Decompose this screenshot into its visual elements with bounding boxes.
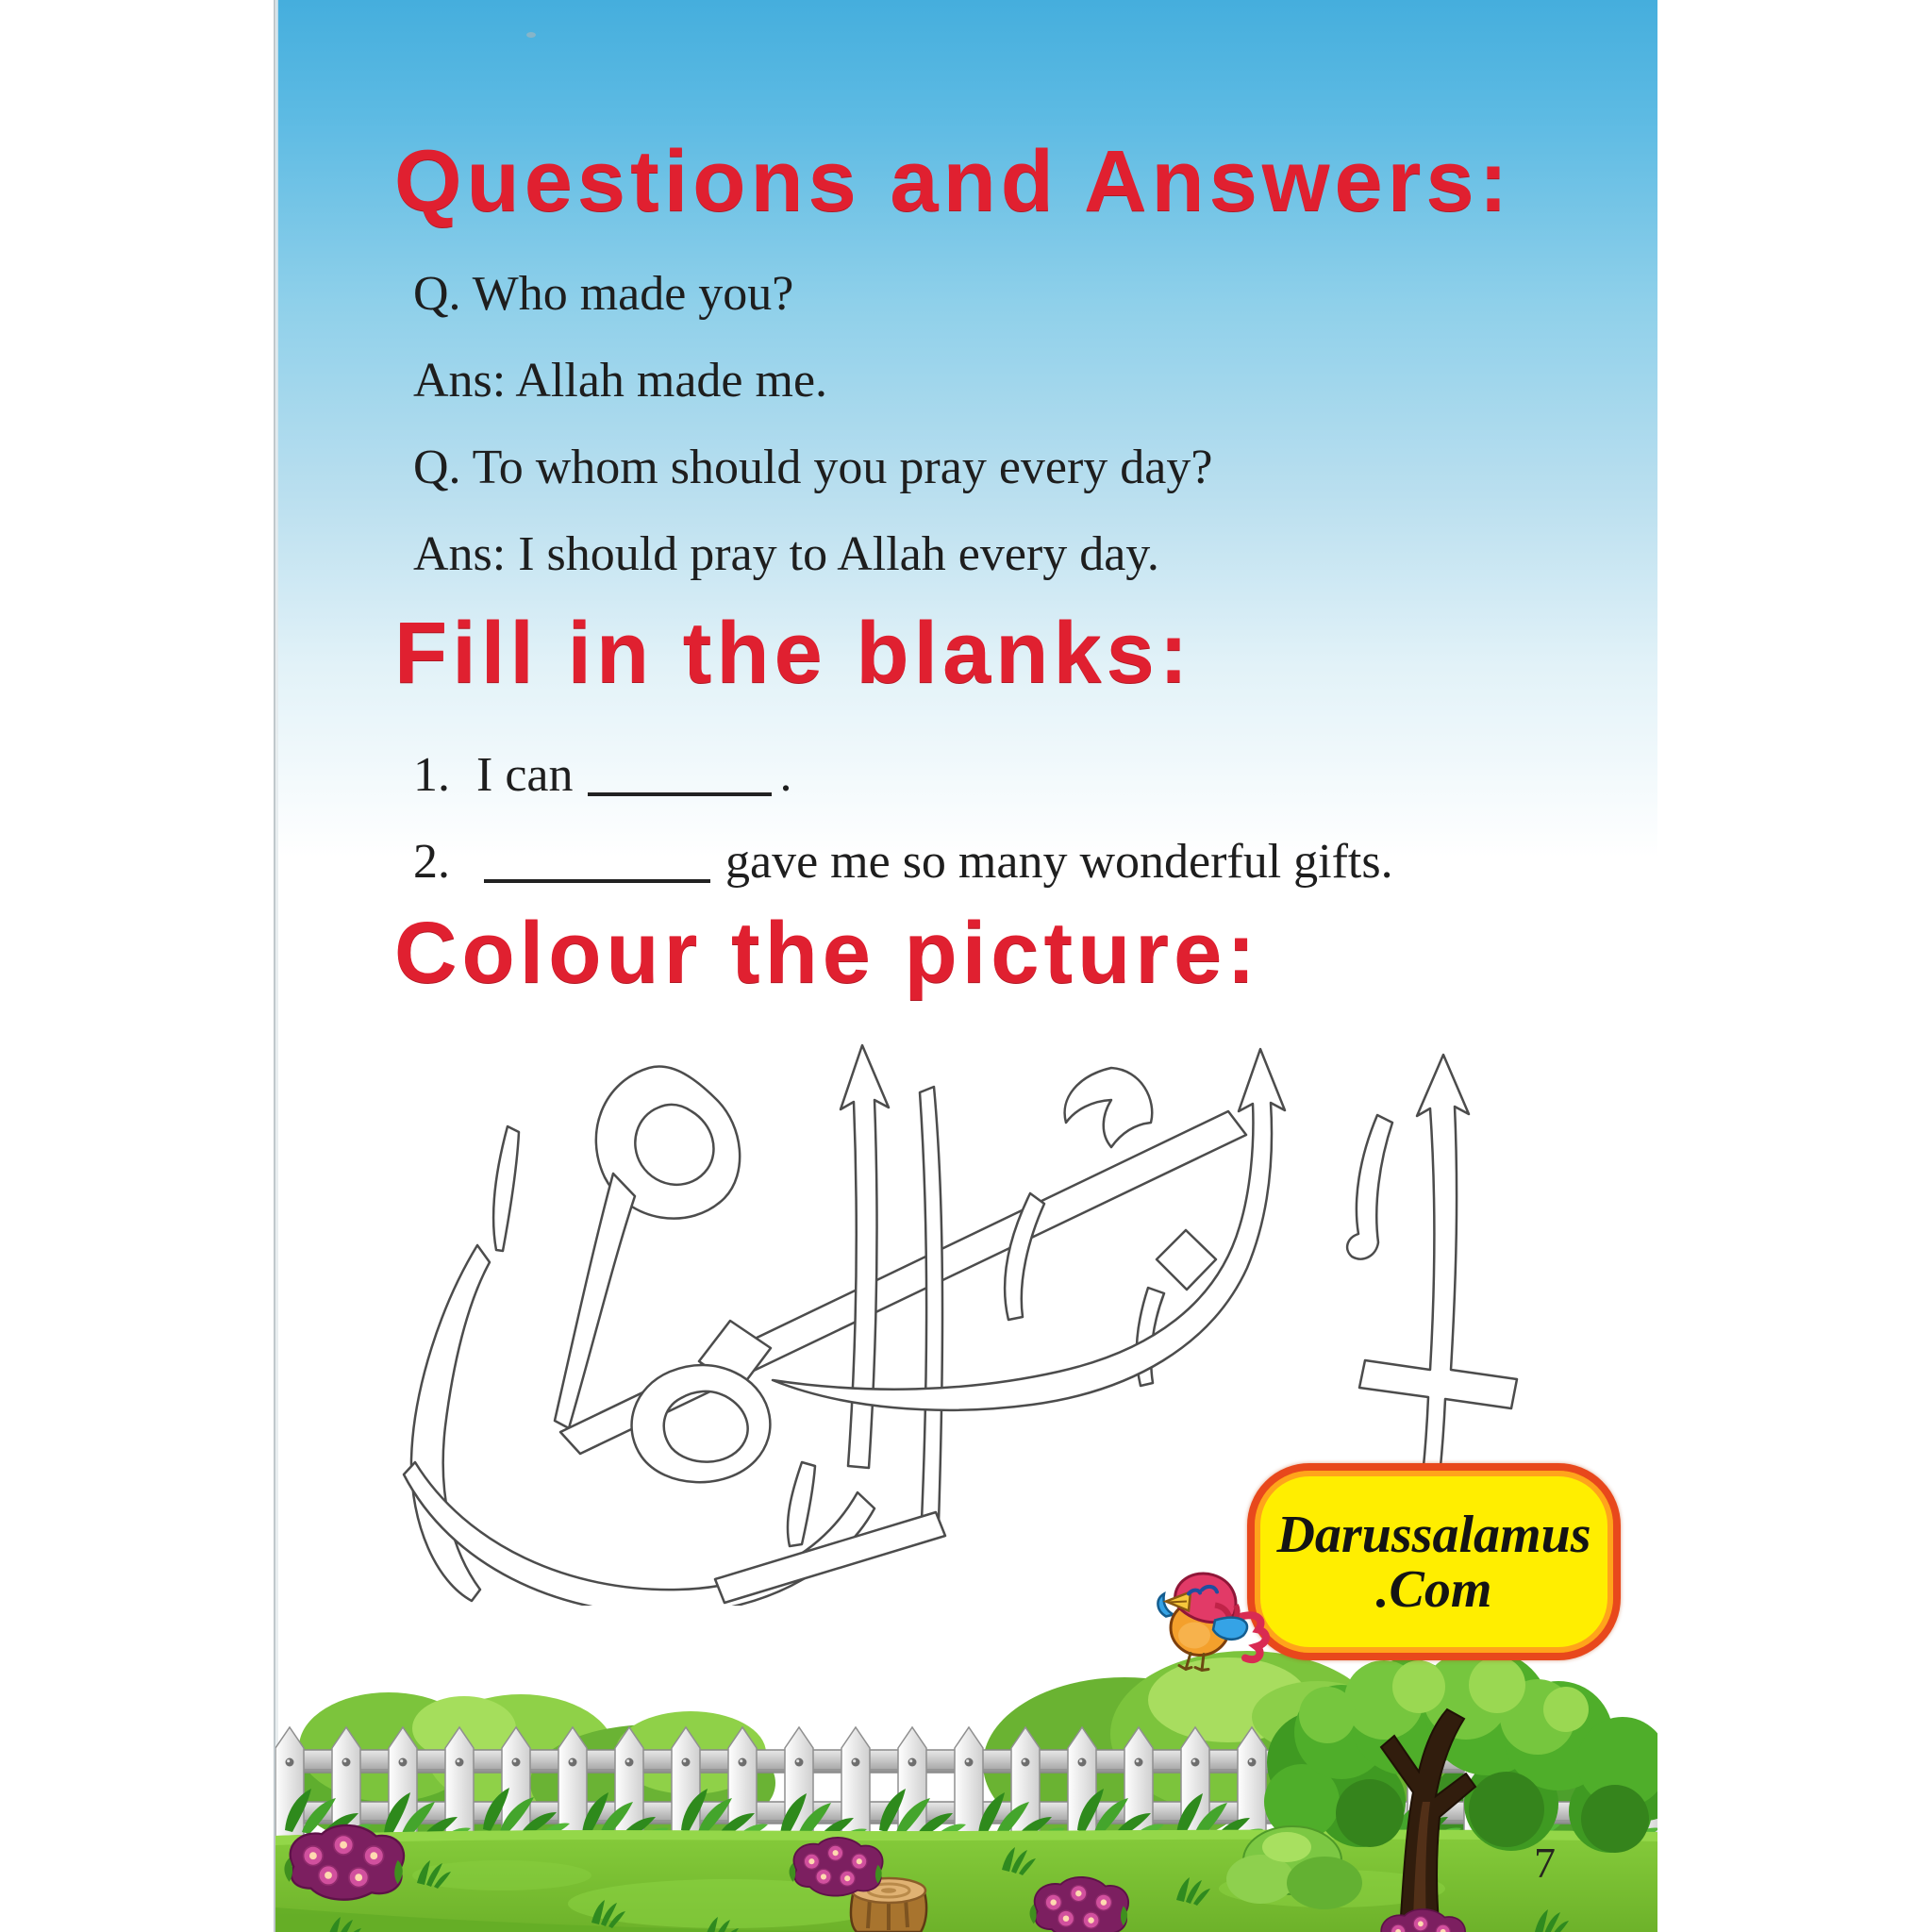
- qa-answer-2: Ans: I should pray to Allah every day.: [413, 527, 1159, 581]
- item-1-number: 1.: [413, 748, 450, 802]
- badge-line-1: Darussalamus: [1276, 1505, 1591, 1564]
- item-2-number: 2.: [413, 835, 450, 889]
- qa-question-2: Q. To whom should you pray every day?: [413, 441, 1213, 494]
- garden-scene: [275, 1641, 1657, 1932]
- scan-speck: [526, 32, 536, 38]
- fill-blank-item-2: [413, 834, 1393, 890]
- heading-colour-picture: Colour the picture:: [394, 905, 1260, 1001]
- item-1-text-after: .: [779, 748, 792, 802]
- heading-fill-blanks: Fill in the blanks:: [394, 605, 1193, 701]
- page-number: 7: [1534, 1839, 1556, 1887]
- item-2-text-after: gave me so many wonderful gifts.: [725, 835, 1393, 889]
- qa-question-1: Q. Who made you?: [413, 267, 794, 321]
- item-2-blank-line: [484, 841, 710, 883]
- bird-front-wing: [1213, 1618, 1247, 1640]
- heading-questions-answers: Questions and Answers:: [394, 133, 1513, 229]
- bird-mascot: [1153, 1562, 1275, 1674]
- bird-back-wing: [1158, 1594, 1174, 1617]
- item-1-text-before: I can: [476, 748, 574, 802]
- qa-answer-1: Ans: Allah made me.: [413, 354, 828, 408]
- publisher-badge: [1247, 1463, 1621, 1660]
- badge-line-2: .Com: [1375, 1559, 1492, 1619]
- fill-blank-item-1: [413, 747, 791, 803]
- item-1-blank-line: [588, 755, 772, 796]
